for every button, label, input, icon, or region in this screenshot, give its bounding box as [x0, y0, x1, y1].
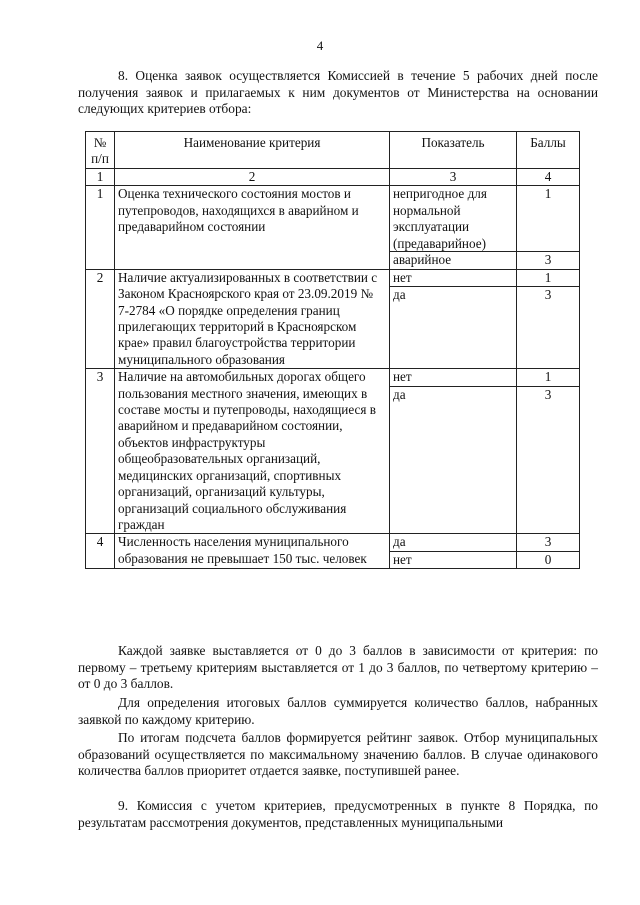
table-row — [86, 534, 580, 569]
indicator-label: да — [390, 386, 516, 403]
header-num: № п/п — [86, 132, 115, 169]
indicator-label: да — [393, 534, 406, 550]
column-number: 4 — [517, 169, 580, 186]
score-value: 1 — [544, 269, 552, 285]
row-number: 4 — [86, 534, 115, 569]
indicator-label: нет — [390, 551, 516, 568]
indicator-label: непригодное для нормальной эксплуатации (предаварийное) — [393, 186, 487, 251]
intro-paragraph: 8. Оценка заявок осуществляется Комиссией в течение 5 рабочих дней после получения заявок и прилагаемых к ним документов от Министерства на основании следующих критериев отбора: — [78, 68, 598, 117]
score-cell — [517, 186, 580, 269]
score-value: 3 — [517, 251, 579, 268]
indicator-label: нет — [393, 269, 412, 285]
indicator-label: аварийное — [390, 251, 516, 268]
table-row — [86, 269, 580, 368]
page-number: 4 — [316, 38, 324, 53]
score-value: 3 — [517, 386, 579, 403]
criterion-text: Оценка технического состояния мостов и путепроводов, находящихся в аварийном и предаварийном состоянии — [115, 186, 390, 269]
section-9-paragraph: 9. Комиссия с учетом критериев, предусмотренных в пункте 8 Порядка, по результатам рассмотрения документов, представленных муниципальными — [78, 798, 598, 830]
header-indicator: Показатель — [390, 132, 517, 169]
indicator-cell — [390, 534, 517, 569]
row-number: 2 — [86, 269, 115, 368]
indicator-label: да — [390, 286, 516, 303]
criterion-text: Численность населения муниципального образования не превышает 150 тыс. человек — [115, 534, 390, 569]
scoring-paragraph: Каждой заявке выставляется от 0 до 3 баллов в зависимости от критерия: по первому – третьему критериям выставляется от 1 до 3 баллов, по четвертому критерию – от 0 до 3 баллов. — [78, 643, 598, 692]
table-row — [86, 186, 580, 269]
criteria-table — [85, 131, 580, 569]
criterion-text: Наличие актуализированных в соответствии с Законом Красноярского края от 23.09.2019 № 7-2784 «О порядке определения границ прилегающих территорий в Красноярском крае» правил благоустройства территории муниципального образования — [115, 269, 390, 368]
table-header-row — [86, 132, 580, 169]
score-cell — [517, 534, 580, 569]
row-number: 1 — [86, 186, 115, 269]
score-value: 1 — [544, 369, 552, 385]
indicator-cell — [390, 186, 517, 269]
score-value: 3 — [544, 534, 552, 550]
indicator-cell — [390, 369, 517, 534]
score-value: 3 — [517, 286, 579, 303]
column-number: 2 — [115, 169, 390, 186]
score-value: 1 — [544, 186, 552, 202]
score-value: 0 — [517, 551, 579, 568]
column-number: 1 — [86, 169, 115, 186]
column-number: 3 — [390, 169, 517, 186]
table-row — [86, 369, 580, 534]
header-score: Баллы — [517, 132, 580, 169]
column-numbers-row — [86, 169, 580, 186]
summation-paragraph: Для определения итоговых баллов суммируется количество баллов, набранных заявкой по каждому критерию. — [78, 695, 598, 727]
indicator-cell — [390, 269, 517, 368]
indicator-label: нет — [393, 369, 412, 385]
row-number: 3 — [86, 369, 115, 534]
criterion-text: Наличие на автомобильных дорогах общего пользования местного значения, имеющих в составе мосты и путепроводы, находящиеся в аварийном и предаварийном состоянии, объектов инфраструктуры общеобразовательных организаций, медицинских организаций, спортивных организаций, организаций культуры, организаций социального обслуживания граждан — [115, 369, 390, 534]
score-cell — [517, 269, 580, 368]
rating-paragraph: По итогам подсчета баллов формируется рейтинг заявок. Отбор муниципальных образований осуществляется по максимальному значению баллов. В случае одинакового количества баллов приоритет отдается заявке, поступившей ранее. — [78, 730, 598, 779]
header-criterion: Наименование критерия — [115, 132, 390, 169]
score-cell — [517, 369, 580, 534]
